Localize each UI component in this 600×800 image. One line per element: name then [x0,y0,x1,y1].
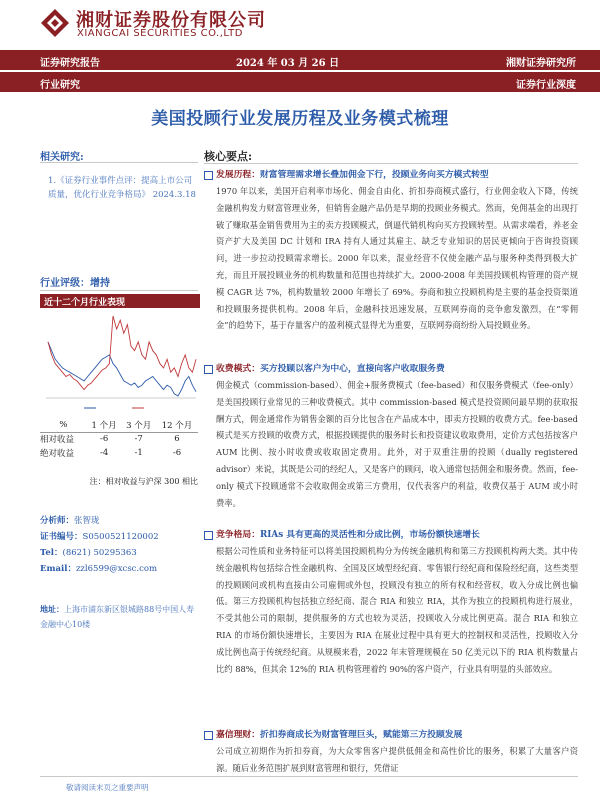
section-competition [204,528,578,677]
section-title: 折扣券商成长为财富管理巨头，赋能第三方投顾发展 [260,730,463,740]
section-lead: 嘉信理财： [216,730,260,740]
industry-rating: 行业评级：增持 [40,278,110,289]
table-cell: -4 [99,448,109,458]
address-value: 上海市浦东新区银城路88号中国人寿金融中心10楼 [40,605,195,629]
section-heading [204,168,578,182]
company-name-en: XIANGCAI SECURITIES CO.,LTD [77,28,243,39]
section-body: 根据公司性质和业务特征可以将美国投顾机构分为传统金融机构和第三方投顾机构两大类。其中传统金融机构包括综合性金融机构、全国及区域型经纪商、零售银行经纪商和保险经纪商，这些类型的投顾顾问或机构直接由公司雇佣或外包，投顾没有独立的所有权和经营权，收入分成比例也偏低。第三方投顾机构包括独立经纪商、混合 RIA 和独立 RIA，其作为独立的投顾机构进行展业，不受其他公司的限制，提供服务的方式也较为灵活，投顾收入分成比例更高。混合 RIA 和独立 RIA 的市场份额快速增长，主要因为 RIA 在展业过程中具有更大的控制权和灵活性，投顾收入分成比例也高于传统经纪商。从规模来看，2022 年末管理规模在 50 亿美元以下的 RIA 机构数量占比约 88%，但其余 12%的 RIA 机构管理着约 90%的客户资产，行业具有明显的头部效应。 [216,546,578,674]
core-points-heading: 核心要点: [204,150,253,163]
cert-row [40,530,159,542]
address-label: 地址： [40,604,64,614]
analyst-row [40,514,100,526]
email-row [40,562,157,574]
divider [40,776,578,777]
analyst-label: 分析师： [40,516,75,526]
section-lead: 收费模式： [216,364,260,374]
cert-label: 证书编号： [40,532,83,542]
section-title: RIAs 具有更高的灵活性和分成比例，市场份额快速增长 [260,530,480,540]
section-development [204,168,578,334]
table-cell: -6 [172,448,182,458]
header-band-top [0,50,600,70]
company-name-cn: 湘财证券股份有限公司 [76,10,266,31]
email-label: Email： [40,564,76,574]
left-sidebar [40,148,198,629]
related-research-link[interactable]: 1.《证券行业事件点评：提高上市公司质量，优化行业竞争格局》 2024.3.18 [48,176,196,200]
chart-title: 近十二个月行业表现 [40,294,200,308]
section-heading [204,728,578,742]
report-category: 行业研究 [40,80,80,91]
divider [204,163,578,164]
section-schwab [204,728,578,777]
performance-chart [40,310,200,414]
section-lead: 竞争格局： [216,530,260,540]
table-cell: 相对收益 [40,435,75,446]
report-title: 美国投顾行业发展历程及业务模式梳理 [151,109,449,129]
table-note: 注：相对收益与沪深 300 相比 [89,477,198,486]
section-body: 公司成立初期作为折扣券商，为大众零售客户提供低佣金和高性价比的服务，积累了大量客户资源。随后业务范围扩展到财富管理和银行，凭借证 [216,746,578,773]
divider [40,162,198,163]
section-heading [204,528,578,542]
section-title: 财富管理需求增长叠加佣金下行，投顾业务向买方模式转型 [260,170,489,180]
performance-table [40,418,198,460]
report-type: 证券研究报告 [40,58,100,69]
cert-value: S0500521120002 [82,532,159,542]
section-title: 买方投顾以客户为中心，直接向客户收取服务费 [260,364,445,374]
report-date: 2024 年 03 月 26 日 [236,58,340,69]
main-content [204,148,578,778]
report-header [0,0,600,96]
divider [40,290,198,291]
tel-value: (8621) 50295363 [62,548,137,558]
table-cell: 6 [174,434,180,445]
table-cell: -6 [99,434,109,445]
table-cell: -1 [134,448,143,458]
analyst-name: 张智珑 [74,516,100,526]
table-cell: -7 [134,434,143,445]
table-row [40,446,198,460]
company-logo [40,8,70,38]
section-heading [204,362,578,376]
table-header: % [40,418,87,432]
section-fee-model [204,362,578,511]
section-body: 1970 年以来，美国开启利率市场化、佣金自由化、折扣券商模式盛行，行业佣金收入下降，传统金融机构发力财富管理业务，但销售金融产品仍是早期的投顾业务模式。然而，免佣基金的出现打破了赚取基金销售费用为主的卖方投顾模式，倒逼代销机构向买方投顾转型。从需求端看，养老金资产扩大及美国 DC 计划和 IRA 持有人通过其雇主、缺乏专业知识的居民更倾向于咨询投资顾问，进一步拉动投顾需求增长。2000 年以来，混业经营不仅使金融产品与服务种类得到极大扩充，而且开展投顾业务的机构数量和范围也持续扩大。2000-2008 年美国投顾机构管理的资产规模 CAGR 达 7%，机构数量较 2000 年增长了 69%。券商和独立投顾机构是主要的基金投资渠道和投顾服务提供机构。2008 年后，金融科技迅速发展，互联网券商的竞争愈发激烈，在“零佣金”的趋势下，基于存量客户的盈利模式显得尤为重要，互联网券商纷纷入局投顾业务。 [216,186,578,331]
section-lead: 发展历程： [216,170,260,180]
table-row [40,432,198,446]
table-header: 1 个月 [87,418,122,432]
disclaimer-notice: 敬请阅读末页之重要声明 [66,783,149,792]
report-subcategory: 证券行业深度 [516,80,576,91]
table-header: 12 个月 [156,418,198,432]
email-link[interactable]: zzl6599@xcsc.com [75,564,158,574]
institute-name: 湘财证券研究所 [506,58,576,69]
table-header-row [40,418,198,432]
tel-row [40,546,137,558]
header-band-bottom [0,72,600,92]
section-body: 佣金模式（commission-based）、佣金+服务费模式（fee-based）和仅服务费模式（fee-only）是美国投顾行业常见的三种收费模式。其中 commission-based 模式是投资顾问最早期的获取报酬方式，佣金通常作为销售金额的百分比包含在产品成本中，即卖方投顾的收费方式。fee-based 模式是买方投顾的收费方式，根据投顾提供的服务时长和投资建议收取费用，定价方式包括按客户 AUM 比例、按小时收费或收取固定费用。此外，对于双重注册的投顾（dually registered advisor）来说，其既是公司的经纪人，又是客户的顾问，收入通常包括佣金和服务费。然而，fee-only 模式下投顾通常不会收取佣金或第三方费用，仅代表客户的利益，收费仅基于 AUM 或小时费率。 [216,380,578,508]
related-research-heading: 相关研究: [40,152,84,163]
tel-label: Tel： [40,548,63,558]
table-header: 3 个月 [121,418,156,432]
address-block [40,602,198,632]
table-cell: 绝对收益 [40,449,75,459]
